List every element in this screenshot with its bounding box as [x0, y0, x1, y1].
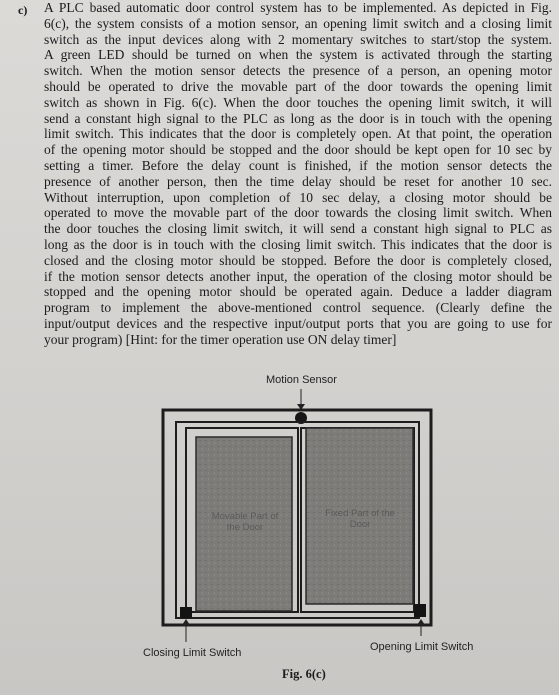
text-line: switch as the input devices along with 2 momentary switches to start/stop the system.	[44, 31, 552, 47]
text-line: input/output devices and the respective input/output ports that you are going to use for	[44, 315, 552, 331]
text-line: limit switch. This indicates that the door is completely open. At that point, the operation	[44, 126, 552, 142]
text-line: 6(c), the system consists of a motion sensor, an opening limit switch and a closing limit	[44, 15, 552, 31]
text-line: your program) [Hint: for the timer operation use ON delay timer]	[44, 331, 397, 347]
text-line: operated to move the movable part of the door towards the closing limit switch. When	[44, 205, 552, 221]
movable-part-label: Movable Part of the Door	[211, 511, 279, 533]
text-line: should be operated to drive the movable part of the door towards the opening limit	[44, 78, 552, 94]
text-line: of the opening motor should be stopped and the door should be kept open for 10 sec by	[44, 142, 552, 158]
text-line: program to implement the above-mentioned control sequence. (Clearly define the	[44, 300, 552, 316]
opening-limit-switch	[414, 604, 426, 617]
closing-limit-switch	[180, 607, 192, 618]
text-line: setting a timer. Before the delay count is finished, if the motion sensor detects the	[44, 157, 552, 173]
text-line: the door touches the closing limit switch, it will send a constant high signal to PLC as	[44, 221, 552, 237]
text-line: closed and the closing motor should be stopped. Before the door is completely closed,	[44, 252, 552, 268]
text-line: switch as shown in Fig. 6(c). When the door touches the opening limit switch, it will	[44, 94, 552, 110]
text-line: long as the door is in touch with the closing limit switch. This indicates that the door is	[44, 236, 552, 252]
closing-limit-switch-label: Closing Limit Switch	[143, 647, 242, 659]
text-line: A PLC based automatic door control system has to be implemented. As depicted in Fig.	[44, 0, 552, 15]
text-line: switch. When the motion sensor detects the presence of a person, an opening motor	[44, 63, 552, 79]
text-line: Without interruption, upon completion of 10 sec delay, a closing motor should be	[44, 189, 552, 205]
text-line: A green LED should be turned on when the system is activated through the starting	[44, 47, 552, 63]
text-line: presence of another person, then the time delay should be reset for another 10 sec.	[44, 173, 552, 189]
opening-limit-switch-label: Opening Limit Switch	[370, 641, 474, 653]
question-label: c)	[18, 3, 28, 17]
motion-sensor-label: Motion Sensor	[266, 374, 337, 386]
text-line: stopped and the opening motor should be operated again. Deduce a ladder diagram	[44, 284, 552, 300]
fixed-part-label: Fixed Part of the Door	[325, 508, 395, 530]
figure-caption: Fig. 6(c)	[282, 667, 326, 681]
text-line: send a constant high signal to the PLC as long as the door is in touch with the opening	[44, 110, 552, 126]
text-line: if the motion sensor detects another input, the operation of the closing motor should be	[44, 268, 552, 284]
